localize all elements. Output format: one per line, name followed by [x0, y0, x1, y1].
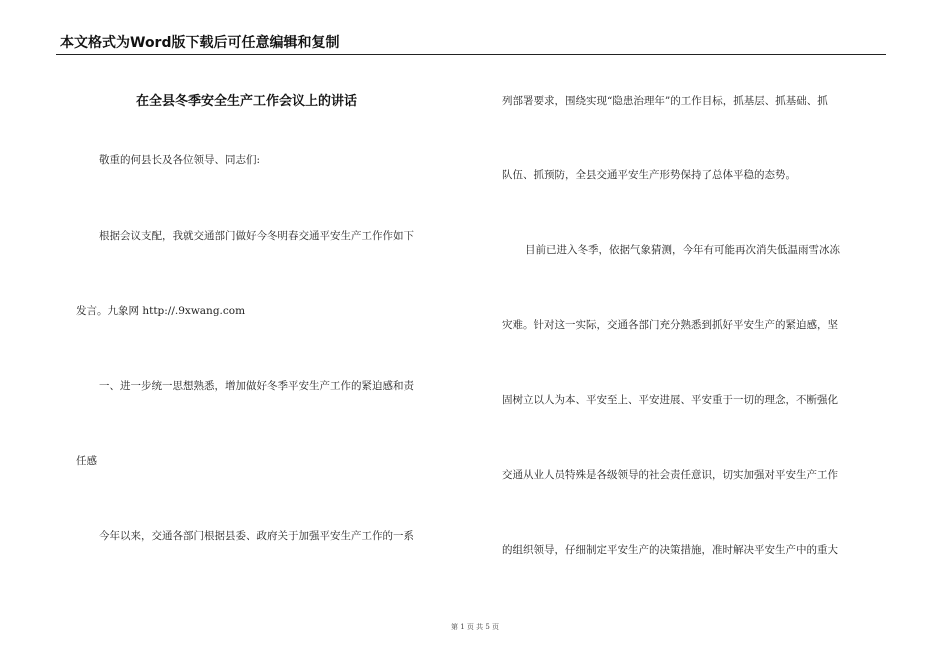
paragraph-line: 今年以来，交通各部门根据县委、政府关于加强平安生产工作的一系 [99, 530, 414, 542]
paragraph-line: 敬重的何县长及各位领导、同志们: [99, 154, 261, 166]
paragraph-line: 交通从业人员特殊是各级领导的社会责任意识，切实加强对平安生产工作 [502, 469, 838, 481]
paragraph-line: 一、进一步统一思想熟悉，增加做好冬季平安生产工作的紧迫感和责 [99, 380, 414, 392]
page-number: 第 1 页 共 5 页 [450, 623, 500, 631]
paragraph-line: 队伍、抓预防，全县交通平安生产形势保持了总体平稳的态势。 [502, 169, 796, 181]
paragraph-line: 的组织领导，仔细制定平安生产的决策措施，准时解决平安生产中的重大 [502, 544, 838, 556]
paragraph-line: 根据会议支配，我就交通部门做好今冬明春交通平安生产工作作如下 [99, 230, 414, 242]
paragraph-line: 固树立以人为本、平安至上、平安进展、平安重于一切的理念，不断强化 [502, 394, 838, 406]
document-title: 在全县冬季安全生产工作会议上的讲话 [136, 94, 358, 109]
header-notice: 本文格式为Word版下载后可任意编辑和复制 [60, 35, 340, 51]
paragraph-line: 灾难。针对这一实际，交通各部门充分熟悉到抓好平安生产的紧迫感，坚 [502, 319, 838, 331]
paragraph-line: 目前已进入冬季，依据气象猜测，今年有可能再次消失低温雨雪冰冻 [525, 244, 840, 256]
paragraph-line: 发言。九象网 http://.9xwang.com [76, 305, 246, 317]
page-header [56, 34, 886, 55]
paragraph-line: 任感 [76, 455, 97, 467]
paragraph-line: 列部署要求，围绕实现“隐患治理年”的工作目标，抓基层、抓基础、抓 [502, 95, 828, 107]
